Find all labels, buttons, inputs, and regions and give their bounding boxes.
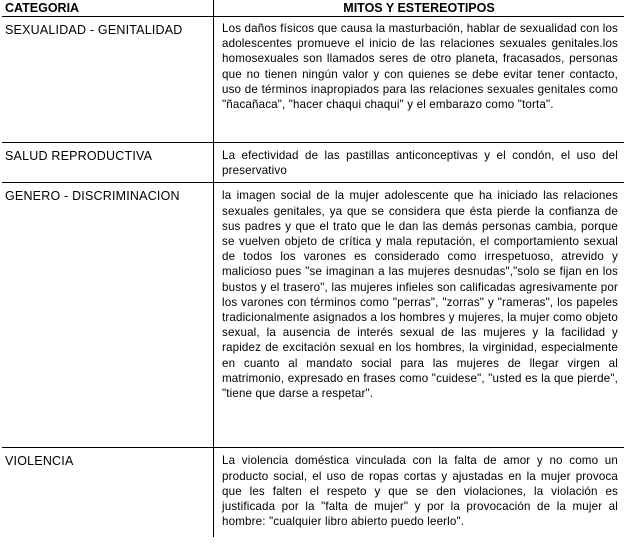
table-header-row: [2, 0, 624, 17]
table-row: [2, 17, 624, 143]
row-category: VIOLENCIA: [2, 448, 214, 538]
row-category: SALUD REPRODUCTIVA: [2, 143, 214, 183]
myths-table: [2, 0, 624, 537]
table-row: [2, 143, 624, 183]
header-category: CATEGORIA: [2, 0, 214, 17]
table-row: [2, 183, 624, 448]
row-description: la imagen social de la mujer adolescente que ha iniciado las relaciones sexuales genitales, ya que se considera que ésta pierde la confianza de sus padres y que el trato que le dan las demás personas cambia, porque se vuelven objeto de crítica y mala reputación, el comportamiento sexual de todos los varones es considerado como irrespetuoso, atrevido y malicioso pues "se imaginan a las mujeres desnudas","solo se fijan en los bustos y el trasero", las mujeres infieles son calificadas agresivamente por los varones con términos como "perras", "zorras" y "rameras", los papeles tradicionalmente asignados a los hombres y mujeres, la mujer como objeto sexual, la ausencia de interés sexual de las mujeres y la facilidad y rapidez de excitación sexual en los hombres, la virginidad, especialmente en cuanto al mandato social para las mujeres de llegar virgen al matrimonio, expresado en frases como "cuidese", "usted es la que pierde", "tiene que darse a respetar".: [214, 183, 625, 448]
header-myths: MITOS Y ESTEREOTIPOS: [214, 0, 625, 17]
row-description: La efectividad de las pastillas anticonceptivas y el condón, el uso del preservativo: [214, 143, 625, 183]
row-description: Los daños físicos que causa la masturbación, hablar de sexualidad con los adolescentes promueve el inicio de las relaciones sexuales genitales.los homosexuales son llamados seres de otro planeta, fracasados, personas que no tienen ningún valor y con quienes se debe evitar tener contacto, uso de términos inapropiados para las relaciones sexuales genitales como "ñacañaca", "hacer chaqui chaqui" y el embarazo como "torta".: [214, 17, 625, 143]
row-category: SEXUALIDAD - GENITALIDAD: [2, 17, 214, 143]
table-row: [2, 448, 624, 538]
row-category: GENERO - DISCRIMINACION: [2, 183, 214, 448]
row-description: La violencia doméstica vinculada con la falta de amor y no como un producto social, el uso de ropas cortas y ajustadas en la mujer provoca que les falten el respeto y que se den violaciones, la violación es justificada por la "falta de mujer" y por la provocación de la mujer al hombre: "cualquier libro abierto puedo leerlo".: [222, 454, 618, 529]
